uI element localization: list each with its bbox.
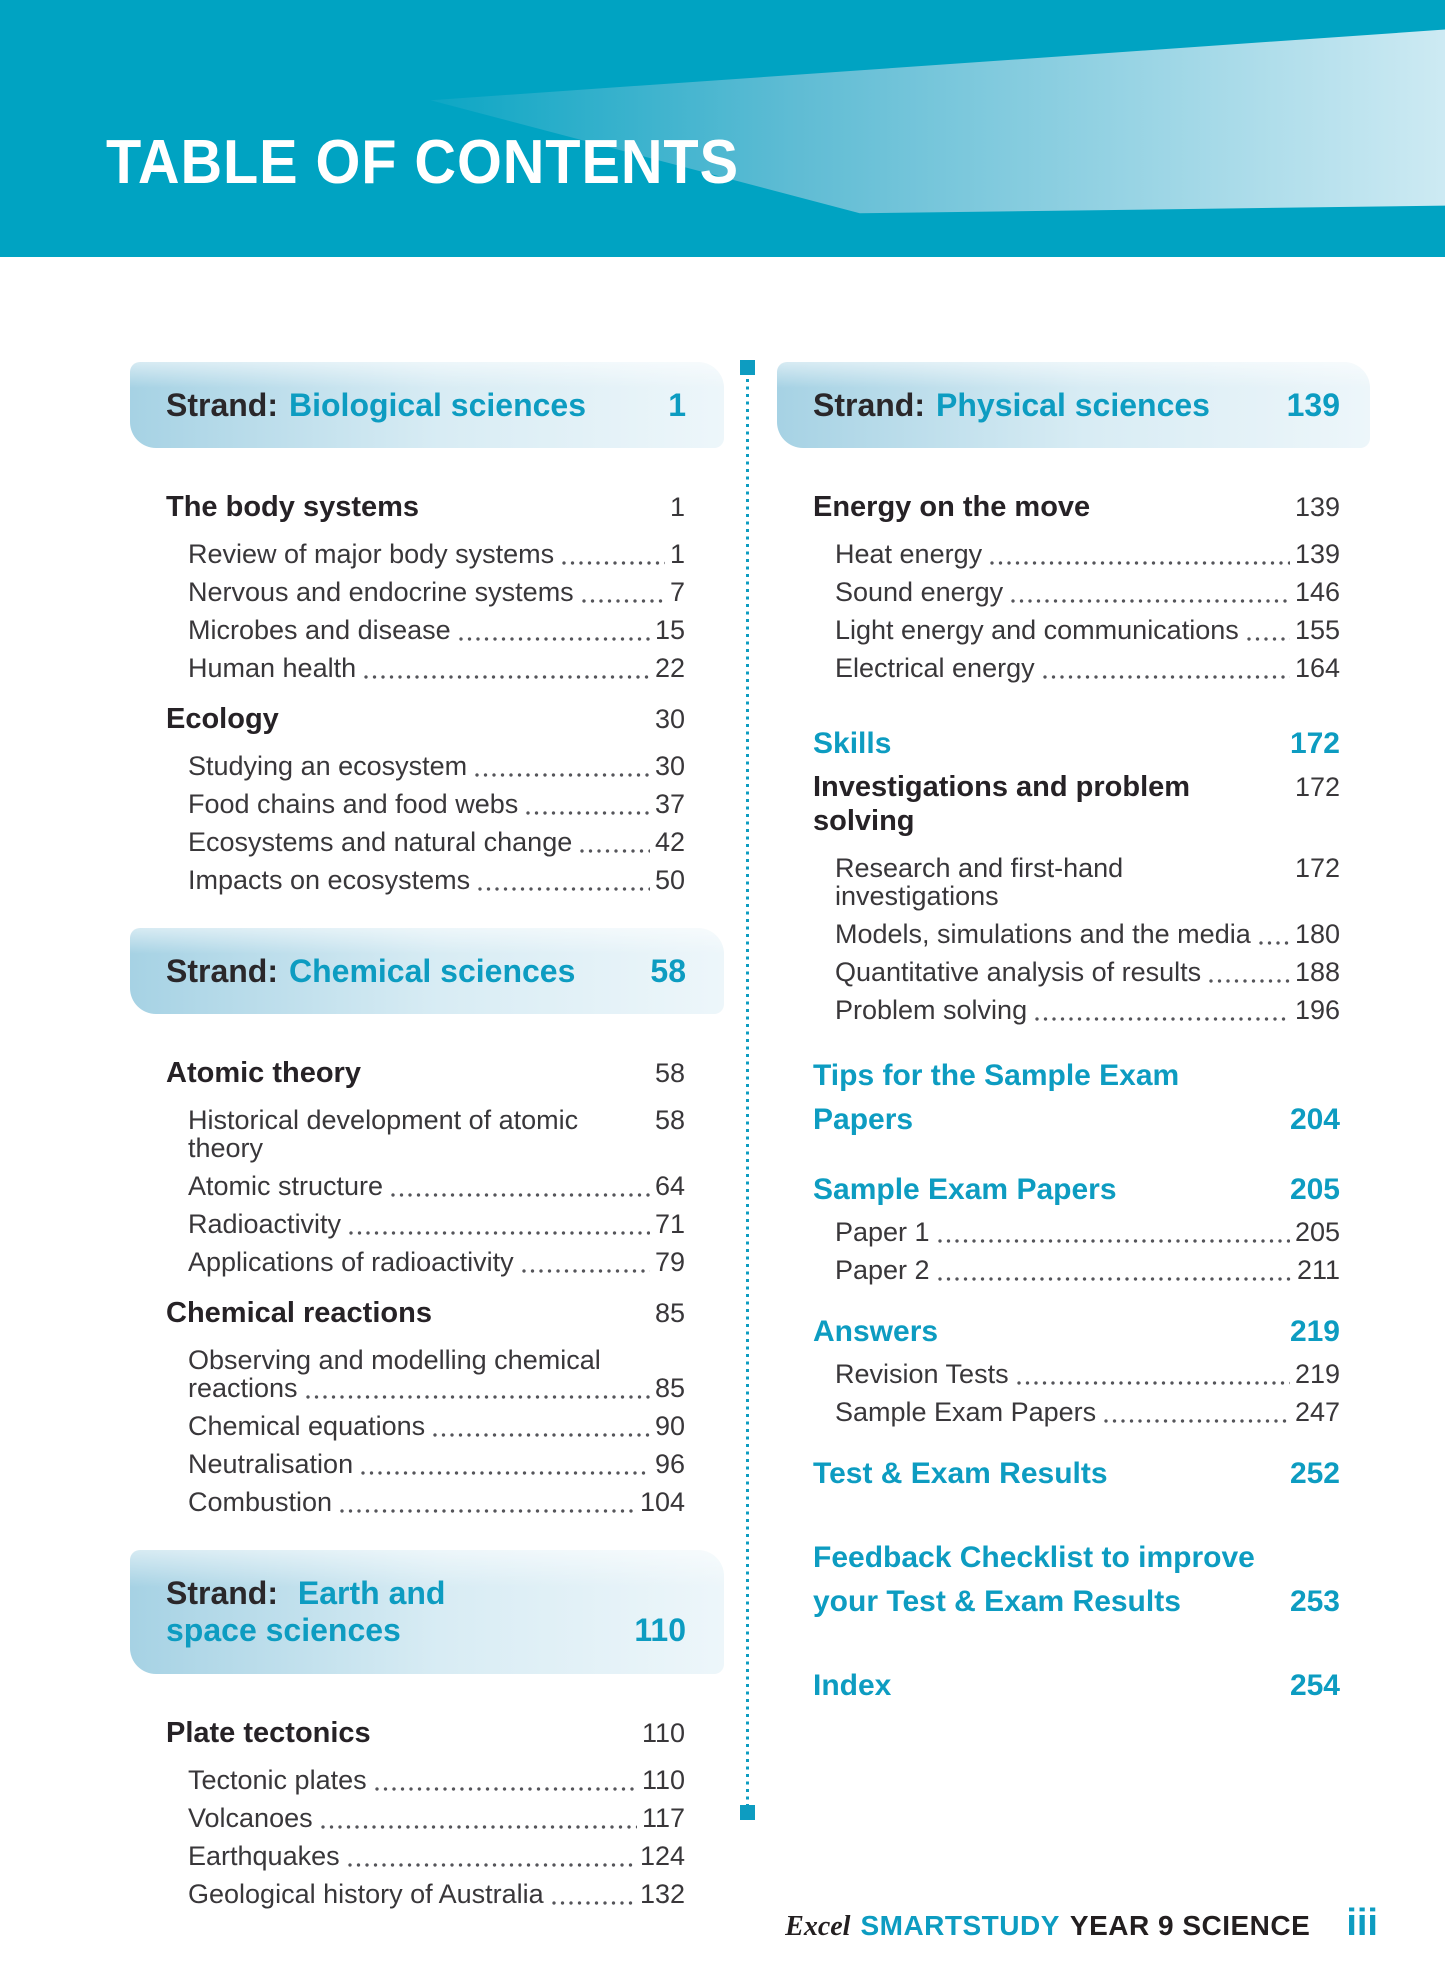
toc-item-label: Ecosystems and natural change [188, 827, 573, 857]
strand-name-line2: space sciences [166, 1612, 401, 1648]
toc-item [130, 1488, 724, 1516]
toc-item [777, 996, 1370, 1024]
toc-item [777, 1360, 1370, 1388]
toc-item [777, 920, 1370, 948]
toc-item-page: 196 [1294, 995, 1340, 1025]
heading-title: Index [813, 1669, 892, 1702]
heading-title: Test & Exam Results [813, 1457, 1108, 1490]
heading-sample-exam-papers [777, 1172, 1370, 1208]
heading-title: Sample Exam Papers [813, 1173, 1117, 1206]
heading-page: 253 [1289, 1585, 1340, 1618]
toc-item-page: 79 [654, 1247, 685, 1277]
toc-item [130, 616, 724, 644]
toc-item-page: 90 [654, 1411, 685, 1441]
toc-item [777, 854, 1370, 910]
dot-leader [1035, 1016, 1290, 1022]
toc-item-page: 132 [639, 1879, 685, 1909]
toc-item-label: Quantitative analysis of results [835, 957, 1202, 987]
toc-item-page: 219 [1294, 1359, 1340, 1389]
toc-item-label: Food chains and food webs [188, 789, 519, 819]
folio-page-number: iii [1346, 1902, 1378, 1944]
toc-item-page: 139 [1294, 539, 1340, 569]
section-header-body-systems [130, 490, 724, 524]
toc-item [130, 828, 724, 856]
dot-leader [562, 560, 665, 566]
dot-leader [1011, 598, 1290, 604]
heading-page: 204 [1289, 1103, 1340, 1136]
column-right [777, 362, 1370, 1704]
section-title: Chemical reactions [166, 1297, 432, 1329]
toc-item-page: 22 [654, 653, 685, 683]
toc-item-page: 64 [654, 1171, 685, 1201]
dot-leader [433, 1432, 650, 1438]
toc-item [777, 1218, 1370, 1246]
toc-item-page: 96 [654, 1449, 685, 1479]
dot-leader [321, 1824, 637, 1830]
heading-title-line1: Feedback Checklist to improve [813, 1541, 1255, 1574]
toc-item [130, 790, 724, 818]
toc-item-page: 146 [1294, 577, 1340, 607]
section-title: Atomic theory [166, 1057, 361, 1089]
dot-leader [990, 560, 1290, 566]
toc-item-label: Electrical energy [835, 653, 1035, 683]
toc-item-label: Nervous and endocrine systems [188, 577, 574, 607]
strand-prefix: Strand: [813, 386, 925, 423]
toc-item-label: Light energy and communications [835, 615, 1239, 645]
toc-item-label: Volcanoes [188, 1803, 313, 1833]
section-title: Energy on the move [813, 491, 1091, 523]
section-header-investigations [777, 770, 1370, 838]
brand-excel: Excel [785, 1911, 851, 1942]
toc-item-label-line1: Observing and modelling chemical [188, 1345, 601, 1375]
toc-item-label: Applications of radioactivity [188, 1247, 514, 1277]
strand-prefix: Strand: [166, 386, 278, 423]
column-left [130, 362, 724, 1908]
toc-item-page: 205 [1294, 1217, 1340, 1247]
strand-page: 1 [668, 386, 686, 423]
heading-page: 252 [1289, 1457, 1340, 1490]
section-page: 85 [654, 1298, 685, 1328]
toc-item-page: 110 [641, 1765, 685, 1795]
toc-item [130, 1172, 724, 1200]
toc-item-label: Radioactivity [188, 1209, 342, 1239]
section-header-atomic-theory [130, 1056, 724, 1090]
section-header-ecology [130, 702, 724, 736]
dot-leader [1259, 940, 1290, 946]
toc-item-page: 211 [1296, 1255, 1340, 1285]
strand-page: 58 [650, 952, 686, 989]
dot-leader [340, 1508, 635, 1514]
dot-leader [375, 1786, 637, 1792]
toc-item-page: 50 [654, 865, 685, 895]
toc-item [777, 540, 1370, 568]
toc-item-label: Revision Tests [835, 1359, 1009, 1389]
dot-leader [522, 1268, 650, 1274]
dot-leader [391, 1192, 650, 1198]
toc-item-label-line2: reactions [188, 1373, 298, 1403]
heading-title: Skills [813, 727, 892, 760]
strand-page: 110 [634, 1612, 686, 1648]
strand-prefix: Strand: [166, 952, 278, 989]
toc-item-label: Microbes and disease [188, 615, 451, 645]
heading-feedback-checklist [777, 1536, 1370, 1624]
heading-title-line2: Papers [813, 1103, 914, 1136]
toc-item [777, 1256, 1370, 1284]
toc-item [777, 578, 1370, 606]
heading-page: 219 [1289, 1315, 1340, 1348]
strand-name-line1: Earth and [297, 1575, 446, 1612]
toc-item-page: 37 [654, 789, 685, 819]
toc-item [130, 1766, 724, 1794]
dot-leader [349, 1230, 650, 1236]
toc-item-label: Tectonic plates [188, 1765, 367, 1795]
toc-item-label: Sample Exam Papers [835, 1397, 1097, 1427]
header-band [0, 0, 1445, 257]
toc-item-page: 85 [654, 1373, 685, 1403]
section-header-chemical-reactions [130, 1296, 724, 1330]
strand-prefix: Strand: [166, 1575, 278, 1612]
toc-item-page: 247 [1294, 1397, 1340, 1427]
toc-item-page: 71 [654, 1209, 685, 1239]
section-page: 1 [669, 492, 685, 522]
section-title: Ecology [166, 703, 279, 735]
heading-title-line1: Tips for the Sample Exam [813, 1059, 1180, 1092]
page-footer [0, 1902, 1378, 1945]
toc-item-page: 172 [1294, 853, 1340, 883]
toc-item [777, 1398, 1370, 1426]
toc-item-label: Problem solving [835, 995, 1028, 1025]
toc-item [130, 1210, 724, 1238]
dot-leader [475, 772, 650, 778]
heading-page: 254 [1289, 1669, 1340, 1702]
toc-item-page: 124 [639, 1841, 685, 1871]
toc-item-label: Impacts on ecosystems [188, 865, 471, 895]
toc-item-label: Human health [188, 653, 357, 683]
page-title: TABLE OF CONTENTS [106, 128, 739, 197]
toc-item-page: 164 [1294, 653, 1340, 683]
toc-item-label: Models, simulations and the media [835, 919, 1251, 949]
column-divider [746, 364, 749, 1816]
heading-tips [777, 1054, 1370, 1142]
dot-leader [1247, 636, 1290, 642]
toc-item-page: 155 [1294, 615, 1340, 645]
heading-skills [777, 726, 1370, 762]
section-title: Plate tectonics [166, 1717, 371, 1749]
heading-title-line2: your Test & Exam Results [813, 1585, 1181, 1618]
section-header-plate-tectonics [130, 1716, 724, 1750]
dot-leader [526, 810, 650, 816]
strand-name: Chemical sciences [289, 952, 576, 989]
strand-banner-biological [130, 362, 724, 448]
section-page: 110 [641, 1718, 685, 1748]
dot-leader [348, 1862, 635, 1868]
toc-item-page: 7 [669, 577, 685, 607]
toc-item-page: 42 [654, 827, 685, 857]
toc-item [130, 578, 724, 606]
toc-item-label: Paper 2 [835, 1255, 930, 1285]
toc-item-page: 15 [654, 615, 685, 645]
heading-answers [777, 1314, 1370, 1350]
toc-item-label: Paper 1 [835, 1217, 930, 1247]
toc-item [130, 866, 724, 894]
heading-test-exam-results [777, 1456, 1370, 1492]
toc-item [130, 654, 724, 682]
section-title: Investigations and problem solving [813, 771, 1191, 837]
dot-leader [580, 848, 650, 854]
strand-name: Physical sciences [936, 386, 1210, 423]
toc-item [777, 654, 1370, 682]
brand-smartstudy: SMARTSTUDY [860, 1910, 1060, 1941]
brand-year-science: YEAR 9 SCIENCE [1069, 1910, 1311, 1941]
toc-item-label: Heat energy [835, 539, 983, 569]
section-page: 139 [1294, 492, 1340, 522]
dot-leader [1043, 674, 1290, 680]
heading-title: Answers [813, 1315, 939, 1348]
toc-item-page: 30 [654, 751, 685, 781]
toc-item-label: Geological history of Australia [188, 1879, 544, 1909]
toc-item-label: Combustion [188, 1487, 333, 1517]
heading-page: 205 [1289, 1173, 1340, 1206]
dot-leader [306, 1394, 650, 1400]
dot-leader [938, 1238, 1290, 1244]
toc-item-label: Review of major body systems [188, 539, 555, 569]
dot-leader [938, 1276, 1292, 1282]
toc-item [130, 1842, 724, 1870]
toc-columns [130, 362, 1370, 1908]
section-header-energy [777, 490, 1370, 524]
toc-item [130, 1412, 724, 1440]
strand-banner-physical [777, 362, 1370, 448]
dot-leader [459, 636, 650, 642]
toc-item-page: 188 [1294, 957, 1340, 987]
section-page: 58 [654, 1058, 685, 1088]
toc-item [130, 1106, 724, 1162]
toc-item [130, 1346, 724, 1402]
heading-page: 172 [1289, 727, 1340, 760]
toc-item [777, 616, 1370, 644]
strand-name: Biological sciences [289, 386, 587, 423]
heading-index [777, 1668, 1370, 1704]
strand-banner-chemical [130, 928, 724, 1014]
toc-item-label: Atomic structure [188, 1171, 384, 1201]
toc-item-page: 117 [641, 1803, 685, 1833]
toc-item-page: 104 [639, 1487, 685, 1517]
dot-leader [1104, 1418, 1290, 1424]
toc-item-label: Studying an ecosystem [188, 751, 468, 781]
toc-item-page: 58 [654, 1105, 685, 1135]
toc-item [130, 752, 724, 780]
toc-item-label: Sound energy [835, 577, 1004, 607]
dot-leader [361, 1470, 650, 1476]
section-page: 172 [1294, 772, 1340, 802]
toc-item [777, 958, 1370, 986]
toc-item-label: Neutralisation [188, 1449, 354, 1479]
strand-banner-earth-space [130, 1550, 724, 1674]
toc-item [130, 1248, 724, 1276]
dot-leader [478, 886, 650, 892]
dot-leader [1209, 978, 1290, 984]
toc-item [130, 1450, 724, 1478]
dot-leader [364, 674, 650, 680]
toc-item-label: Research and first-hand investigations [835, 853, 1124, 911]
dot-leader [1017, 1380, 1290, 1386]
toc-item-page: 180 [1294, 919, 1340, 949]
toc-item-label: Chemical equations [188, 1411, 426, 1441]
toc-item [130, 540, 724, 568]
toc-item-label: Earthquakes [188, 1841, 340, 1871]
toc-item-label: Historical development of atomic theory [188, 1105, 579, 1163]
dot-leader [582, 598, 665, 604]
toc-item-page: 1 [669, 539, 685, 569]
section-title: The body systems [166, 491, 420, 523]
strand-page: 139 [1286, 386, 1340, 423]
section-page: 30 [654, 704, 685, 734]
toc-item [130, 1804, 724, 1832]
